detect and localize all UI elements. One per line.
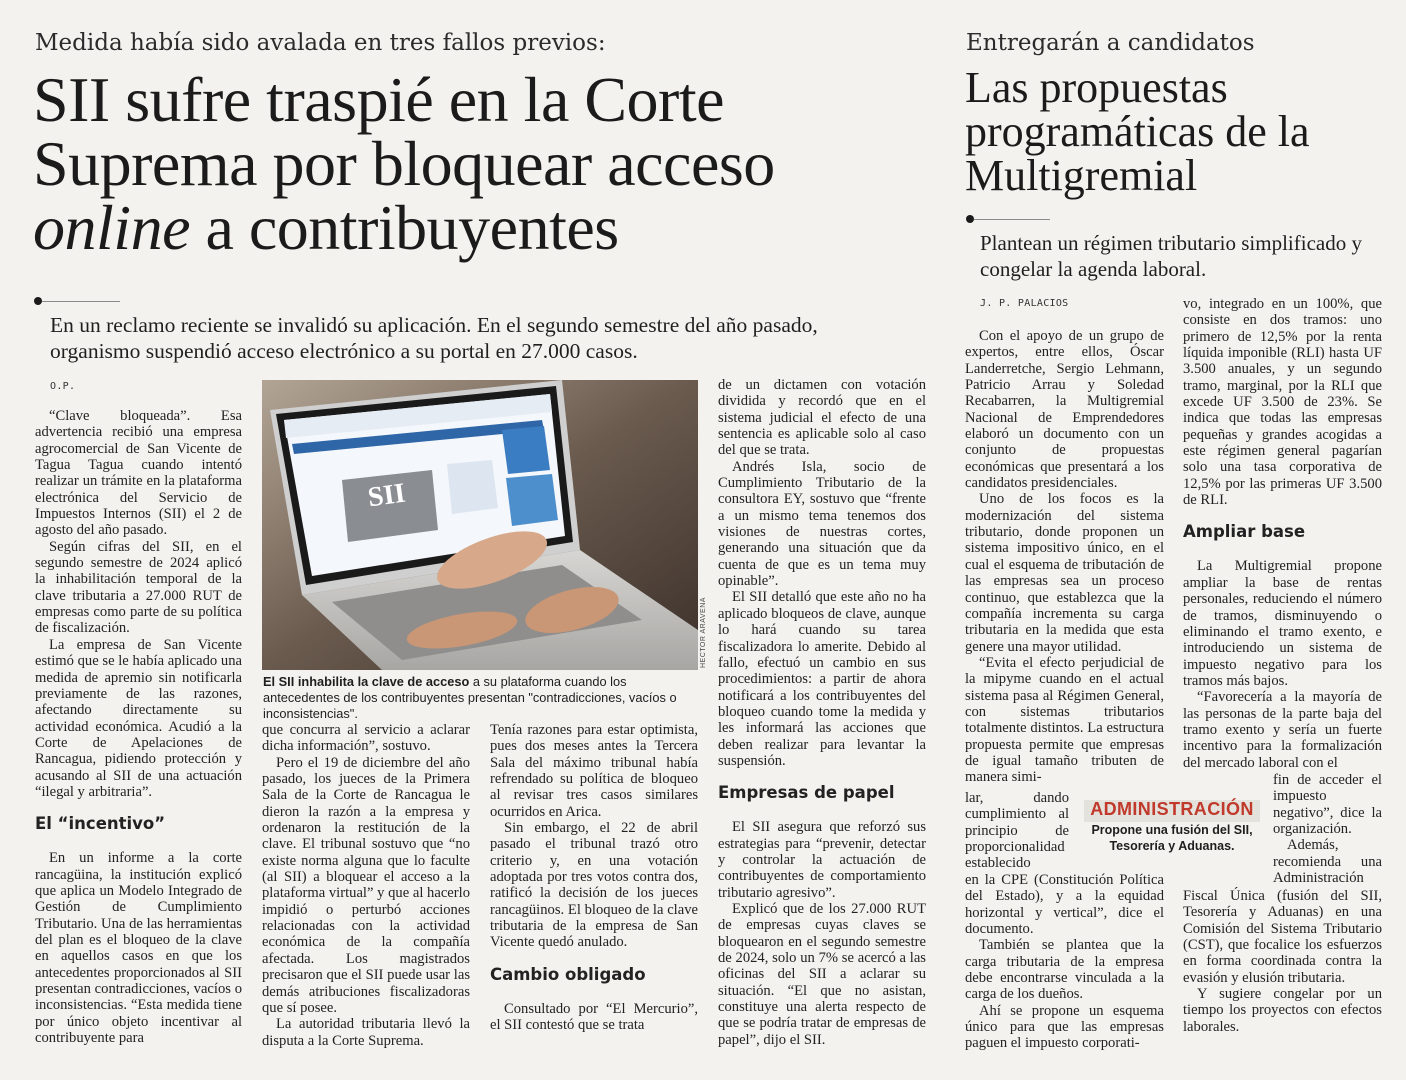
paragraph: fin de acceder el impuesto negativo”, dice la organización. — [1273, 772, 1382, 838]
subheading-incentivo: El “incentivo” — [35, 814, 166, 834]
subheading-empresas-de-papel: Empresas de papel — [718, 783, 895, 803]
paragraph: Y sugiere congelar por un tiempo los proyectos con efectos laborales. — [1183, 986, 1382, 1035]
right-column-2-narrow — [1273, 772, 1382, 886]
paragraph: vo, integrado en un 100%, que consiste en dos tramos: uno primero de 12,5% por la renta líquida imponible (RLI) hasta UF 3.500 anuales, y un segundo tramo, marginal, por la RLI que excede UF 3.500 de 23%. Se indica que todas las empresas pequeñas y grandes acogidas a este régimen general pagarían solo una tasa corporativa de 12,5% por las primeras UF 3.500 de RLI. — [1183, 296, 1382, 509]
paragraph: “Favorecería a la mayoría de las personas de la parte baja del tramo exento y sería un fuerte incentivo para la formalización del mercado laboral con el — [1183, 689, 1382, 771]
administracion-subtitle: Propone una fusión del SII, Tesorería y Aduanas. — [1091, 823, 1253, 853]
photo-caption — [263, 674, 701, 722]
paragraph: Según cifras del SII, en el segundo semestre de 2024 aplicó la inhabilitación temporal de la clave tributaria a 27.000 RUT de empresas como parte de su política de fiscalización. — [35, 538, 242, 637]
right-rule-dot — [966, 215, 974, 223]
paragraph: Fiscal Única (fusión del SII, Tesorería y Aduanas) en una Comisión del Sistema Tributario (CST), que focalice los esfuerzos en forma coordinada contra la evasión y elusión tributaria. — [1183, 888, 1382, 986]
laptop-photo — [262, 380, 698, 670]
photo-caption-bold: El SII inhabilita la clave de acceso — [263, 674, 470, 689]
laptop-illustration — [262, 380, 698, 670]
paragraph: “Clave bloqueada”. Esa advertencia recibió una empresa agrocomercial de San Vicente de Tagua Tagua cuando intentó realizar un trámite en la plataforma electrónica del Servicio de Impuestos Internos (SII) el 2 de agosto del año pasado. — [35, 408, 242, 539]
left-headline-line1: SII sufre traspié en la Corte — [33, 64, 725, 135]
left-column-4 — [718, 377, 926, 1048]
paragraph: El SII detalló que este año no ha aplicado bloqueos de clave, aunque lo hará cuando su tarea fiscalizadora lo amerite. Debido al fallo, efectuó un cambio en sus procedimientos: a partir de ahora notificará a los contribuyentes del bloqueo cuando tome la medida y les informará las acciones que deben realizar para levantar la suspensión. — [718, 589, 926, 769]
paragraph: “Evita el efecto perjudicial de la mipyme cuando en el actual sistema pasa al Régimen General, con sistemas tributarios totalmente distintos. La estructura propuesta permite que empresas de igual tamaño tributen de manera simi- — [965, 654, 1164, 786]
paragraph: Pero el 19 de diciembre del año pasado, los jueces de la Primera Sala de la Corte de Rancagua le dieron la razón a la empresa y ordenaron la restitución de la clave. El tribunal sostuvo que “no existe norma alguna que lo faculte (al SII) a bloquear el acceso a la plataforma virtual” y que al hacerlo impidió o perturbó acciones relacionadas con la actividad económica de la compañía afectada. Los magistrados precisaron que el SII puede usar las demás atribuciones fiscalizadoras que sí posee. — [262, 754, 470, 1016]
paragraph: Sin embargo, el 22 de abril pasado el tribunal trazó otro criterio y, en una votación adoptada por tres votos contra dos, ratificó la decisión de los jueces rancagüinos. El bloqueo de la clave tributaria de la empresa de San Vicente quedó anulado. — [490, 820, 698, 951]
right-headline: Las propuestas programáticas de la Multigremial — [965, 63, 1310, 200]
right-column-1-narrow — [965, 790, 1069, 872]
paragraph: Ahí se propone un esquema único para que las empresas paguen el impuesto corporati- — [965, 1002, 1164, 1052]
paragraph: También se plantea que la carga tributaria de la empresa debe encontrarse vinculada a la carga de los dueños. — [965, 937, 1164, 1003]
paragraph: Con el apoyo de un grupo de expertos, entre ellos, Óscar Landerretche, Sergio Lehmann, Patricio Arrau y Soledad Recabarren, la Multigremial Nacional de Emprendedores elaboró un documento con un conjunto de propuestas económicas que presentará a los candidatos presidenciales. — [965, 328, 1164, 492]
photo-credit: HECTOR ARAVENA — [700, 597, 707, 668]
left-bajada: En un reclamo reciente se invalidó su aplicación. En el segundo semestre del año pasado, organismo suspendió acceso electrónico a su portal en 27.000 casos. — [50, 313, 818, 363]
paragraph: En un informe a la corte rancagüina, la institución explicó que aplica un Modelo Integrado de Gestión de Cumplimiento Tributario. Una de las herramientas del plan es el bloqueo de la clave en aquellos casos en que los antecedentes proporcionados al SII presentan contradicciones, vacíos o inconsistencias. “Esta medida tiene por único objeto incentivar al contribuyente para — [35, 850, 242, 1047]
paragraph: en la CPE (Constitución Política del Estado), y a la equidad horizontal y vertical”, dice el documento. — [965, 872, 1164, 938]
left-headline-rest: a contribuyentes — [189, 192, 619, 263]
left-headline-online: online — [33, 192, 190, 263]
left-rule — [42, 301, 120, 302]
paragraph: que concurra al servicio a aclarar dicha información”, sostuvo. — [262, 722, 470, 755]
left-byline: O.P. — [50, 381, 76, 392]
right-column-2 — [1183, 296, 1382, 771]
left-headline-line3 — [33, 192, 933, 263]
left-column-1 — [35, 408, 242, 1046]
right-column-1-bottom — [965, 872, 1164, 1052]
left-headline-line2: Suprema por bloquear acceso — [33, 128, 775, 199]
paragraph: lar, dando cumplimiento al principio de proporcionalidad establecido — [965, 790, 1069, 872]
paragraph: Uno de los focos es la modernización del sistema tributario, donde proponen un sistema impositivo único, en el cual el esquema de tributación de las empresas sea un proceso continuo, que establezca que la compañía incrementa su carga tributaria en la medida que esta genere una mayor utilidad. — [965, 491, 1164, 655]
paragraph: de un dictamen con votación dividida y recordó que en el sistema judicial el efecto de una sentencia es aplicable solo al caso del que se trata. — [718, 377, 926, 459]
paragraph: Andrés Isla, socio de Cumplimiento Tributario de la consultora EY, sostuvo que “frente a un mismo tema tenemos dos visiones de nuestras cortes, generando una situación que da cuenta de que es un tema muy opinable”. — [718, 458, 926, 590]
paragraph: Explicó que de los 27.000 RUT de empresas cuyas claves se bloquearon en el segundo semestre de 2024, solo un 7% se acercó a las oficinas del SII a aclarar su situación. “El que no asistan, constituye una alerta respecto de que se podría tratar de empresas de papel”, dijo el SII. — [718, 900, 926, 1048]
right-bajada: Plantean un régimen tributario simplificado y congelar la agenda laboral. — [980, 231, 1362, 281]
right-column-1 — [965, 328, 1164, 786]
left-kicker: Medida había sido avalada en tres fallos previos: — [35, 30, 606, 56]
paragraph: Tenía razones para estar optimista, pues dos meses antes la Tercera Sala del máximo tribunal había refrendado su política de bloqueo al revisar tres casos similares ocurridos en Arica. — [490, 722, 698, 820]
administracion-box — [1084, 794, 1260, 860]
left-rule-dot — [34, 297, 42, 305]
left-column-2 — [262, 722, 470, 1049]
screen-sii-logo: SII — [365, 477, 408, 514]
paragraph: La empresa de San Vicente estimó que se le había aplicado una medida de apremio sin notificarla previamente de las razones, afectando directamente su actividad económica. Acudió a la Corte de Apelaciones de Rancagua, pidiendo protección y acusando al SII de una actuación “ilegal y arbitraria”. — [35, 636, 242, 800]
subheading-ampliar-base: Ampliar base — [1183, 522, 1306, 542]
left-column-3 — [490, 722, 698, 1034]
right-rule — [974, 219, 1050, 220]
paragraph: La Multigremial propone ampliar la base de rentas personales, reduciendo el número de tramos, disminuyendo o eliminando el tramo exento, e introduciendo un sistema de impuesto negativo para los tramos más bajos. — [1183, 558, 1382, 689]
paragraph: Consultado por “El Mercurio”, el SII contestó que se trata — [490, 1000, 698, 1034]
left-headline — [33, 64, 933, 263]
right-column-2-bottom — [1183, 888, 1382, 1035]
paragraph: El SII asegura que reforzó sus estrategias para “prevenir, detectar y controlar la actuación de contribuyentes de comportamiento tributario agresivo”. — [718, 819, 926, 901]
right-kicker: Entregarán a candidatos — [966, 30, 1255, 56]
photo-caption-rest: a su plataforma cuando los antecedentes de los contribuyentes presentan "contradicciones, vacíos o inconsistencias". — [263, 674, 677, 721]
paragraph: Además, recomienda una Administración — [1273, 837, 1382, 887]
administracion-title: ADMINISTRACIÓN — [1090, 799, 1254, 819]
paragraph: La autoridad tributaria llevó la disputa a la Corte Suprema. — [262, 1016, 470, 1049]
subheading-cambio-obligado: Cambio obligado — [490, 964, 646, 984]
right-byline: J. P. PALACIOS — [980, 298, 1069, 309]
